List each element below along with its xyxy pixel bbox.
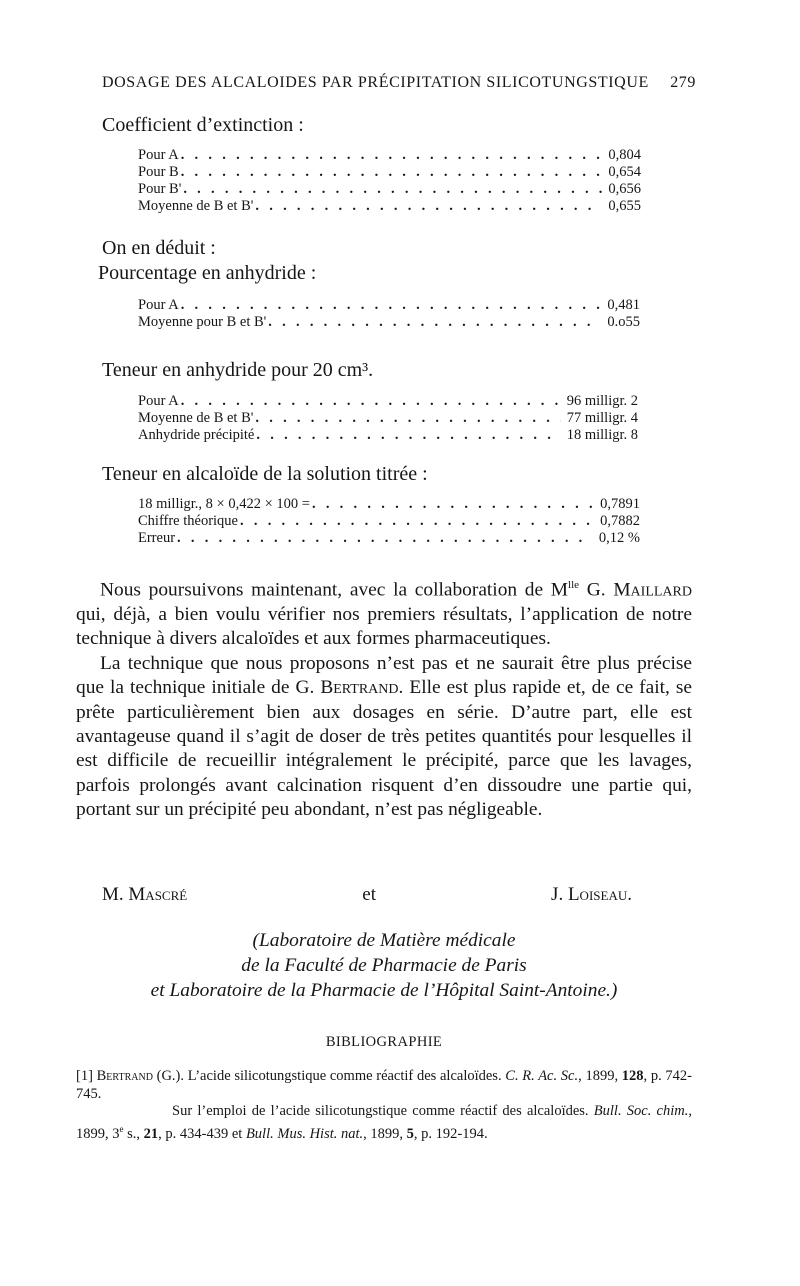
table-row bbox=[138, 164, 641, 181]
table-row bbox=[138, 147, 641, 164]
row-value: 0,12 % bbox=[598, 530, 640, 546]
volume: 128 bbox=[621, 1068, 644, 1084]
leader-dots bbox=[177, 530, 593, 547]
row-value: 0,654 bbox=[608, 164, 641, 180]
row-value: 0,7891 bbox=[600, 496, 640, 512]
leader-dots bbox=[268, 314, 601, 331]
volume: 21 bbox=[143, 1125, 159, 1142]
text-run: qui, déjà, a bien voulu vérifier nos premiers résultats, l’application de notre technique à divers alcaloïdes et aux formes pharmaceutiques. bbox=[76, 603, 692, 650]
running-title: DOSAGE DES ALCALOIDES PAR PRÉCIPITATION SILICOTUNGSTIQUE bbox=[102, 74, 649, 91]
table-row bbox=[138, 198, 641, 215]
conjunction: et bbox=[362, 884, 376, 905]
text-run: , p. 434-439 et bbox=[158, 1125, 246, 1142]
text-run: , p. 192-194. bbox=[413, 1125, 488, 1142]
coefficient-table bbox=[138, 147, 641, 215]
leader-dots bbox=[256, 427, 560, 444]
row-label: Moyenne de B et B' bbox=[138, 198, 254, 214]
bibliography bbox=[76, 1068, 692, 1143]
paragraph-collaboration bbox=[76, 573, 692, 652]
affiliation-line: et Laboratoire de la Pharmacie de l’Hôpital Saint-Antoine.) bbox=[150, 980, 618, 1001]
row-label: Pour A bbox=[138, 393, 179, 409]
row-label: Pour B' bbox=[138, 181, 182, 197]
leader-dots bbox=[181, 393, 561, 410]
bibliography-title: BIBLIOGRAPHIE bbox=[325, 1034, 443, 1050]
anhydride-table bbox=[138, 393, 638, 444]
person-name: Maillard bbox=[613, 579, 692, 601]
leader-dots bbox=[181, 164, 603, 181]
journal-title: Bull. Mus. Hist. nat. bbox=[245, 1125, 364, 1142]
paragraph-technique bbox=[76, 652, 692, 823]
affiliation-line: (Laboratoire de Matière médicale bbox=[252, 930, 516, 951]
table-row bbox=[138, 297, 640, 314]
text-run: Nous poursuivons maintenant, avec la collaboration de M bbox=[100, 579, 569, 601]
row-label: Moyenne de B et B' bbox=[138, 410, 254, 426]
volume: 5 bbox=[406, 1125, 414, 1142]
table-row bbox=[138, 427, 638, 444]
text-run: , 1899, bbox=[363, 1125, 407, 1142]
row-label: Erreur bbox=[138, 530, 176, 546]
leader-dots bbox=[255, 410, 560, 427]
row-value: 96 milligr. 2 bbox=[566, 393, 638, 409]
coefficient-heading: Coefficient d’extinction : bbox=[102, 114, 304, 136]
reference-author: Bertrand bbox=[96, 1068, 153, 1084]
table-row bbox=[138, 410, 638, 427]
percentage-heading: Pourcentage en anhydride : bbox=[98, 262, 317, 284]
row-label: Moyenne pour B et B' bbox=[138, 314, 267, 330]
page-number: 279 bbox=[670, 74, 696, 91]
table-row bbox=[138, 530, 640, 547]
row-value: 18 milligr. 8 bbox=[566, 427, 638, 443]
author-2 bbox=[551, 884, 632, 906]
table-row bbox=[138, 513, 640, 530]
text-run: s., bbox=[123, 1125, 144, 1142]
author-initial: J. bbox=[551, 884, 568, 905]
reference-entry bbox=[76, 1068, 692, 1103]
table-row bbox=[138, 314, 640, 331]
text-run: Sur l’emploi de l’acide silicotungstique comme réactif des alcaloïdes. bbox=[172, 1103, 594, 1119]
text-run: . Elle est plus rapide et, de ce fait, se prête particulièrement bien aux dosages en série. D’autre part, elle est avantageuse quand il s’agit de doser de très petites quantités pour lesquelles il est difficile de recueillir intégralement le précipité, parce que les lavages, parfois prolongés avant calcination risquent d’en dissoudre une partie qui, portant sur un précipité peu abondant, n’est pas négligeable. bbox=[76, 677, 692, 821]
text-run: (G.). L’acide silicotungstique comme réactif des alcaloïdes. bbox=[152, 1068, 506, 1084]
text-run: G. bbox=[579, 579, 614, 601]
row-value: 0,804 bbox=[608, 147, 641, 163]
leader-dots bbox=[181, 147, 603, 164]
journal-title: Bull. Soc. chim. bbox=[593, 1103, 689, 1119]
row-label: Pour B bbox=[138, 164, 179, 180]
leader-dots bbox=[255, 198, 602, 215]
person-name: Bertrand bbox=[320, 677, 399, 699]
text-run: , p. 742-745. bbox=[76, 1068, 693, 1102]
table-row bbox=[138, 393, 638, 410]
row-label: Anhydride précipité bbox=[138, 427, 255, 443]
text-run: , 1899, bbox=[578, 1068, 622, 1084]
row-value: 0.o55 bbox=[607, 314, 640, 330]
row-value: 0,655 bbox=[608, 198, 641, 214]
author-initial: M. bbox=[102, 884, 129, 905]
row-label: Chiffre théorique bbox=[138, 513, 238, 529]
author-name: Mascré bbox=[128, 884, 188, 905]
superscript: e bbox=[119, 1123, 124, 1134]
row-value: 77 milligr. 4 bbox=[566, 410, 638, 426]
table-row bbox=[138, 181, 641, 198]
running-header bbox=[102, 74, 696, 92]
anhydride-heading: Teneur en anhydride pour 20 cm³. bbox=[102, 359, 374, 381]
author-signature bbox=[102, 884, 632, 906]
leader-dots bbox=[312, 496, 594, 513]
affiliation-line: de la Faculté de Pharmacie de Paris bbox=[241, 955, 527, 976]
alkaloid-table bbox=[138, 496, 640, 547]
text-run: La technique que nous proposons n’est pas et ne saurait être plus précise que la technique initiale de G. bbox=[76, 652, 692, 699]
journal-title: C. R. Ac. Sc. bbox=[505, 1068, 579, 1084]
row-label: Pour A bbox=[138, 147, 179, 163]
row-value: 0,7882 bbox=[600, 513, 640, 529]
row-label: Pour A bbox=[138, 297, 179, 313]
alkaloid-heading: Teneur en alcaloïde de la solution titrée : bbox=[102, 463, 428, 485]
table-row bbox=[138, 496, 640, 513]
leader-dots bbox=[240, 513, 594, 530]
author-1 bbox=[102, 884, 187, 906]
leader-dots bbox=[181, 297, 602, 314]
row-label: 18 milligr., 8 × 0,422 × 100 = bbox=[138, 496, 310, 512]
author-name: Loiseau. bbox=[567, 884, 632, 905]
leader-dots bbox=[183, 181, 602, 198]
percentage-table bbox=[138, 297, 640, 331]
superscript: lle bbox=[568, 579, 580, 591]
deduction-heading: On en déduit : bbox=[102, 237, 216, 259]
text-run: , 1899, 3 bbox=[76, 1103, 692, 1142]
body-text bbox=[76, 573, 692, 823]
affiliation bbox=[76, 928, 692, 1003]
row-value: 0,656 bbox=[608, 181, 641, 197]
row-value: 0,481 bbox=[607, 297, 640, 313]
reference-number: [1] bbox=[76, 1068, 93, 1084]
reference-continuation bbox=[76, 1103, 692, 1143]
